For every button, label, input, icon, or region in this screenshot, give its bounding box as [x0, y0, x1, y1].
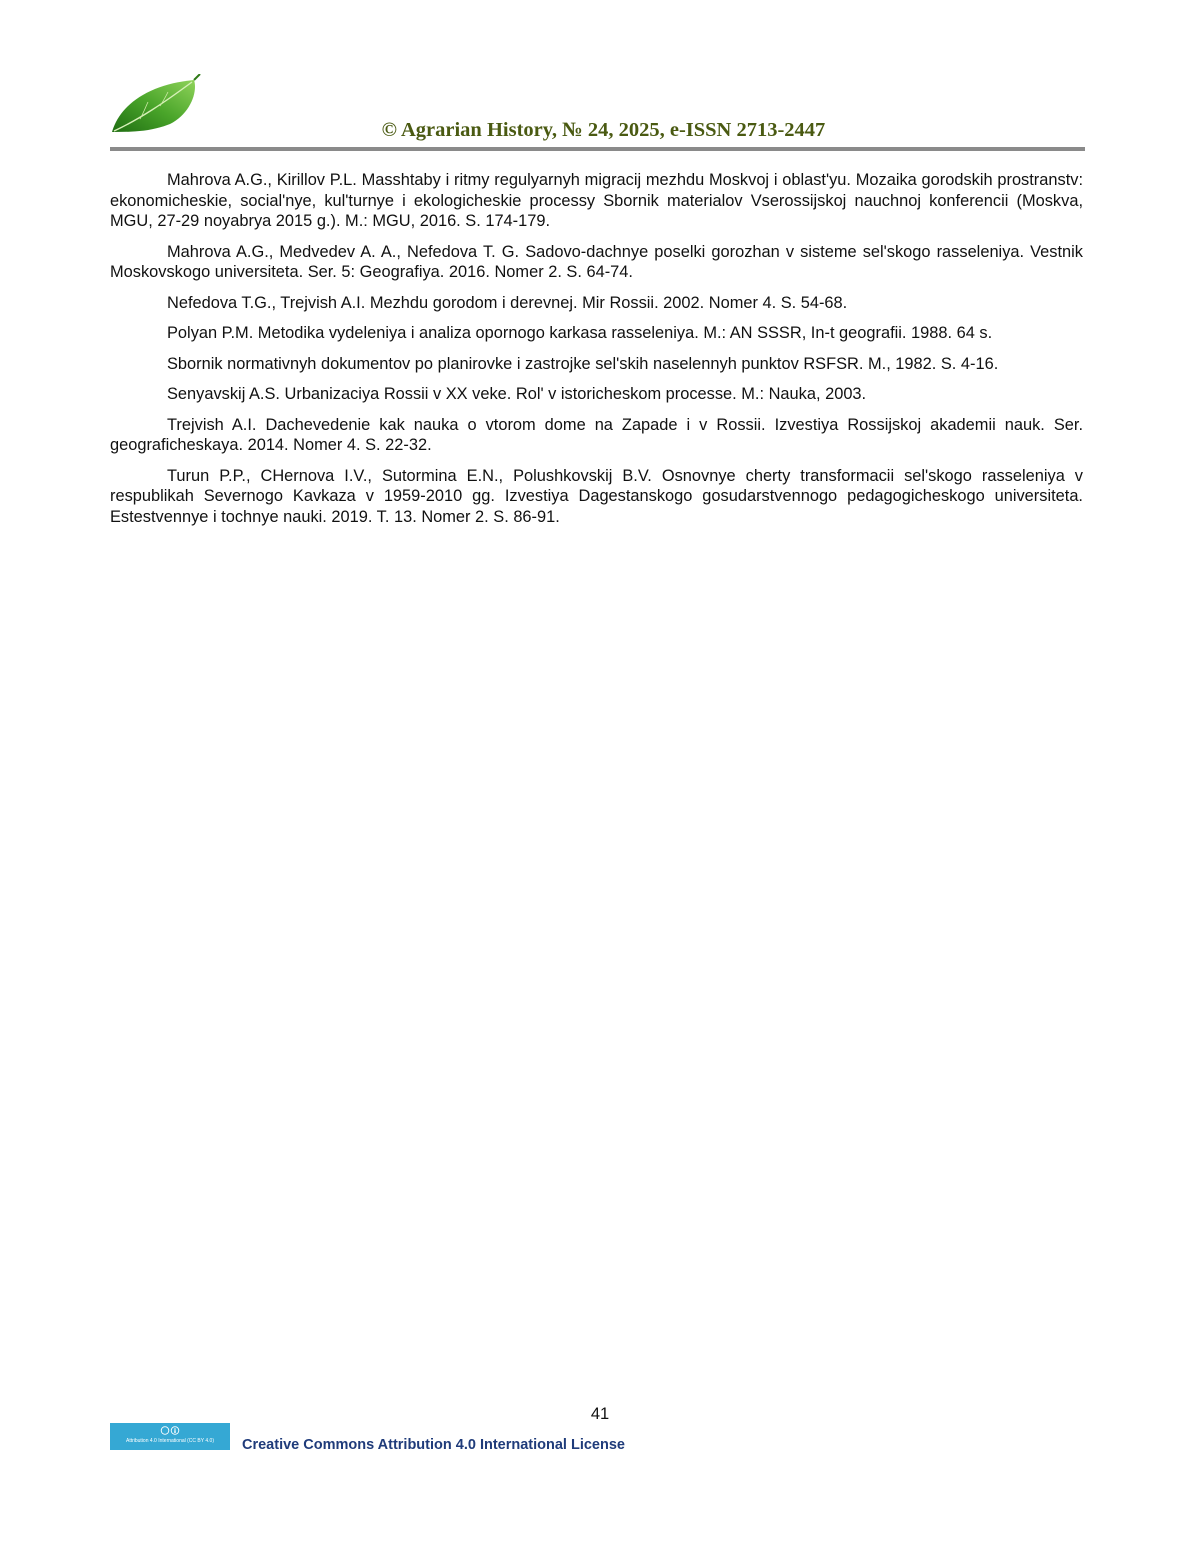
reference-list	[110, 170, 1083, 537]
cc-license-badge[interactable]	[110, 1423, 230, 1450]
reference-item: Mahrova A.G., Medvedev A. A., Nefedova T. G. Sadovo-dachnye poselki gorozhan v sisteme sel'skogo rasseleniya. Vestnik Moskovskogo universiteta. Ser. 5: Geografiya. 2016. Nomer 2. S. 64-74.	[110, 242, 1083, 281]
page-number: 41	[590, 1405, 610, 1423]
reference-item: Nefedova T.G., Trejvish A.I. Mezhdu gorodom i derevnej. Mir Rossii. 2002. Nomer 4. S. 54-68.	[167, 293, 848, 312]
reference-item: Mahrova A.G., Kirillov P.L. Masshtaby i ritmy regulyarnyh migracij mezhdu Moskvoj i oblast'yu. Mozaika gorodskih prostranstv: ekonomicheskie, social'nye, kul'turnye i ekologicheskie processy Sbornik materialov Vserossijskoj nauchnoj konferencii (Moskva, MGU, 27-29 noyabrya 2015 g.). M.: MGU, 2016. S. 174-179.	[110, 171, 1083, 230]
header-divider	[110, 147, 1085, 151]
license-link[interactable]: Creative Commons Attribution 4.0 International License	[242, 1437, 625, 1453]
reference-item: Trejvish A.I. Dachevedenie kak nauka o vtorom dome na Zapade i v Rossii. Izvestiya Rossijskoj akademii nauk. Ser. geograficheskaya. 2014. Nomer 4. S. 22-32.	[110, 415, 1083, 454]
cc-by-icon	[160, 1426, 180, 1435]
reference-item: Turun P.P., CHernova I.V., Sutormina E.N., Polushkovskij B.V. Osnovnye cherty transformacii sel'skogo rasseleniya v respublikah Severnogo Kavkaza v 1959-2010 gg. Izvestiya Dagestanskogo gosudarstvennogo pedagogicheskogo universiteta. Estestvennye i tochnye nauki. 2019. T. 13. Nomer 2. S. 86-91.	[110, 466, 1083, 526]
reference-item: Polyan P.M. Metodika vydeleniya i analiza opornogo karkasa rasseleniya. M.: AN SSSR, In-t geografii. 1988. 64 s.	[167, 324, 993, 342]
page-header	[110, 70, 1085, 154]
reference-item: Sbornik normativnyh dokumentov po planirovke i zastrojke sel'skih naselennyh punktov RSFSR. M., 1982. S. 4-16.	[167, 354, 999, 373]
journal-title: © Agrarian History, № 24, 2025, e-ISSN 2713-2447	[381, 119, 826, 141]
cc-badge-text: Attribution 4.0 International (CC BY 4.0)	[125, 1438, 214, 1444]
reference-item: Senyavskij A.S. Urbanizaciya Rossii v XX veke. Rol' v istoricheskom processe. M.: Nauka, 2003.	[167, 385, 867, 403]
